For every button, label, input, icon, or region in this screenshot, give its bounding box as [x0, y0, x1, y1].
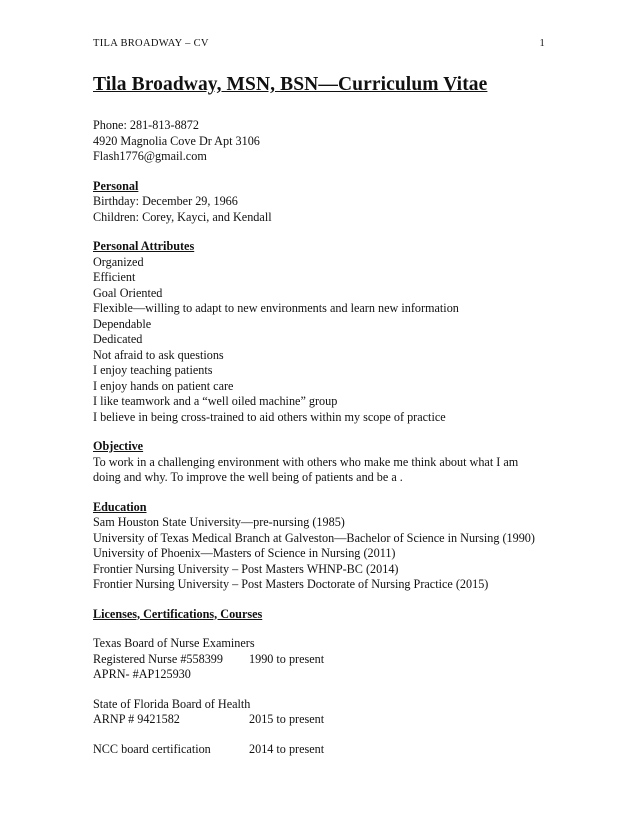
arnp-license-row [93, 712, 543, 728]
attribute-item: Dedicated [93, 332, 143, 346]
attribute-item: Goal Oriented [93, 285, 163, 300]
cv-body [93, 118, 543, 757]
attributes-heading: Personal Attributes [93, 239, 195, 253]
rn-license-date: 1990 to present [249, 651, 325, 666]
education-item: Frontier Nursing University – Post Masters WHNP-BC (2014) [93, 561, 399, 576]
attribute-item: I like teamwork and a “well oiled machine” group [93, 394, 338, 408]
attribute-item: Not afraid to ask questions [93, 347, 224, 362]
education-item: Sam Houston State University—pre-nursing (1985) [93, 515, 345, 529]
rn-license: Registered Nurse #558399 [93, 651, 223, 666]
personal-item: Birthday: December 29, 1966 [93, 194, 238, 208]
personal-heading: Personal [93, 178, 139, 193]
education-item: University of Phoenix—Masters of Science in Nursing (2011) [93, 546, 396, 560]
attribute-item: Organized [93, 254, 144, 269]
attribute-item: I enjoy teaching patients [93, 363, 213, 377]
ncc-certification: NCC board certification [93, 741, 211, 756]
contact-address: 4920 Magnolia Cove Dr Apt 3106 [93, 133, 260, 148]
header-title: TILA BROADWAY – CV [93, 38, 209, 49]
attribute-item: Flexible—willing to adapt to new environments and learn new information [93, 301, 459, 315]
page-number: 1 [539, 38, 545, 49]
contact-phone: Phone: 281-813-8872 [93, 118, 199, 132]
contact-email: Flash1776@gmail.com [93, 149, 207, 163]
aprn-license: APRN- #AP125930 [93, 667, 191, 681]
personal-item: Children: Corey, Kayci, and Kendall [93, 209, 272, 224]
florida-board: State of Florida Board of Health [93, 696, 251, 711]
objective-text: To work in a challenging environment with others who make me think about what I am doing and why. To improve the well being of patients and be a . [93, 454, 519, 484]
document-title: Tila Broadway, MSN, BSN—Curriculum Vitae [93, 74, 488, 95]
running-header [93, 38, 545, 49]
ncc-certification-date: 2014 to present [249, 741, 325, 756]
education-item: Frontier Nursing University – Post Masters Doctorate of Nursing Practice (2015) [93, 577, 489, 591]
attribute-item: Dependable [93, 316, 152, 331]
arnp-license: ARNP # 9421582 [93, 712, 180, 726]
education-item: University of Texas Medical Branch at Galveston—Bachelor of Science in Nursing (1990) [93, 530, 535, 545]
licenses-heading: Licenses, Certifications, Courses [93, 606, 263, 621]
rn-license-row [93, 652, 543, 668]
attribute-item: I believe in being cross-trained to aid others within my scope of practice [93, 409, 446, 424]
objective-heading: Objective [93, 439, 144, 453]
arnp-license-date: 2015 to present [249, 712, 325, 726]
attribute-item: I enjoy hands on patient care [93, 378, 234, 393]
ncc-cert-row [93, 742, 543, 758]
education-heading: Education [93, 499, 147, 514]
attribute-item: Efficient [93, 270, 136, 284]
texas-board: Texas Board of Nurse Examiners [93, 636, 255, 650]
